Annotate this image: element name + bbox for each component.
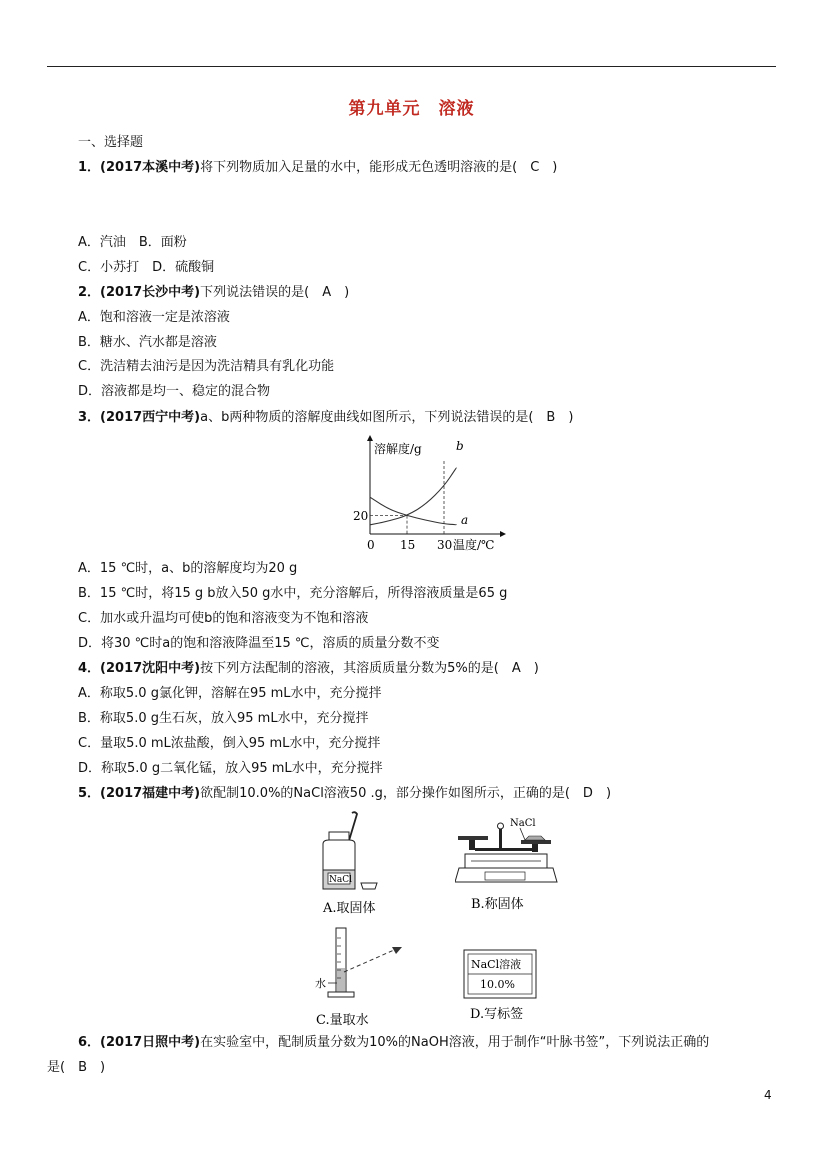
question-source: (2017福建中考): [100, 786, 201, 801]
question-number: 4．: [78, 661, 101, 676]
q2-option-b: B．糖水、汽水都是溶液: [78, 335, 217, 350]
question-1: [78, 159, 557, 177]
q2-option-c: C．洗洁精去油污是因为洗洁精具有乳化功能: [78, 359, 335, 374]
q3-option-d: D．将30 ℃时a的饱和溶液降温至15 ℃，溶质的质量分数不变: [78, 636, 440, 651]
dish-icon: [361, 883, 377, 889]
figure-d-write-label: [455, 946, 545, 1026]
series-a-label: a: [461, 513, 469, 527]
q1-options-ab: A．汽油 B．面粉: [78, 235, 187, 250]
balance-icon: [455, 823, 557, 882]
question-stem: 按下列方法配制的溶液，其溶质质量分数为5%的是( A ): [200, 661, 539, 676]
q3-option-b: B．15 ℃时，将15 g b放入50 g水中，充分溶解后，所得溶液质量是65 g: [78, 586, 508, 601]
question-source: (2017沈阳中考): [100, 661, 201, 676]
question-6: [78, 1034, 709, 1052]
label-line-1: NaCl溶液: [471, 958, 522, 971]
q3-option-c: C．加水或升温均可使b的饱和溶液变为不饱和溶液: [78, 611, 369, 626]
label-line-2: 10.0%: [480, 978, 515, 991]
balance-tag: NaCl: [510, 818, 536, 829]
figure-a-take-solid: [315, 810, 395, 920]
question-number: 1．: [78, 160, 101, 175]
q2-option-a: A．饱和溶液一定是浓溶液: [78, 310, 230, 325]
question-number: 3．: [78, 410, 101, 425]
q4-option-a: A．称取5.0 g氯化钾，溶解在95 mL水中，充分搅拌: [78, 686, 382, 701]
question-stem: 欲配制10.0%的NaCl溶液50 .g，部分操作如图所示，正确的是( D ): [200, 786, 612, 801]
x-tick-label: 15: [400, 538, 416, 552]
q3-option-a: A．15 ℃时，a、b的溶解度均为20 g: [78, 561, 298, 576]
sight-line-arrow-icon: [344, 947, 402, 972]
question-stem: a、b两种物质的溶解度曲线如图所示，下列说法错误的是( B ): [200, 410, 574, 425]
figure-a-caption: A.取固体: [323, 901, 376, 916]
x-tick-label: 30: [437, 538, 453, 552]
figure-d-caption: D.写标签: [470, 1007, 524, 1022]
x-tick-label: 0: [367, 538, 375, 552]
question-6-continued: 是( B ): [47, 1060, 106, 1075]
series-b-line: [370, 468, 456, 525]
page-title: 第九单元 溶液: [348, 99, 475, 119]
q4-option-c: C．量取5.0 mL浓盐酸，倒入95 mL水中，充分搅拌: [78, 736, 381, 751]
question-source: (2017日照中考): [100, 1035, 201, 1050]
y-tick-label: 20: [353, 509, 369, 523]
question-source: (2017本溪中考): [100, 160, 201, 175]
question-4: [78, 660, 539, 678]
question-3: [78, 409, 573, 427]
q4-option-b: B．称取5.0 g生石灰，放入95 mL水中，充分搅拌: [78, 711, 369, 726]
question-number: 2．: [78, 285, 101, 300]
question-5: [78, 785, 611, 803]
page-number: 4: [764, 1088, 772, 1102]
x-axis-label: 温度/℃: [453, 538, 495, 552]
q1-options-cd: C．小苏打 D．硫酸铜: [78, 260, 215, 275]
q2-option-d: D．溶液都是均一、稳定的混合物: [78, 384, 271, 399]
series-a-line: [370, 497, 456, 525]
series-b-label: b: [456, 439, 464, 453]
question-number: 5．: [78, 786, 101, 801]
question-source: (2017长沙中考): [100, 285, 201, 300]
solubility-chart: [340, 434, 510, 556]
figure-b-caption: B.称固体: [471, 897, 524, 912]
question-stem: 将下列物质加入足量的水中，能形成无色透明溶液的是( C ): [200, 160, 558, 175]
question-source: (2017西宁中考): [100, 410, 201, 425]
q4-option-d: D．称取5.0 g二氧化锰，放入95 mL水中，充分搅拌: [78, 761, 383, 776]
figure-c-caption: C.量取水: [316, 1013, 369, 1028]
water-label: 水: [315, 977, 326, 990]
figure-b-weigh-solid: [455, 814, 560, 914]
y-axis-label: 溶解度/g: [374, 442, 422, 456]
section-heading: 一、选择题: [78, 135, 144, 150]
question-stem: 下列说法错误的是( A ): [200, 285, 350, 300]
question-2: [78, 284, 349, 302]
bottle-label: NaCl: [329, 875, 353, 885]
question-number: 6．: [78, 1035, 101, 1050]
question-stem: 在实验室中，配制质量分数为10%的NaOH溶液，用于制作“叶脉书签”，下列说法正确的: [200, 1035, 710, 1050]
header-rule: [47, 66, 776, 67]
figure-c-measure-water: [310, 924, 430, 1032]
graduated-cylinder-icon: [328, 928, 354, 997]
